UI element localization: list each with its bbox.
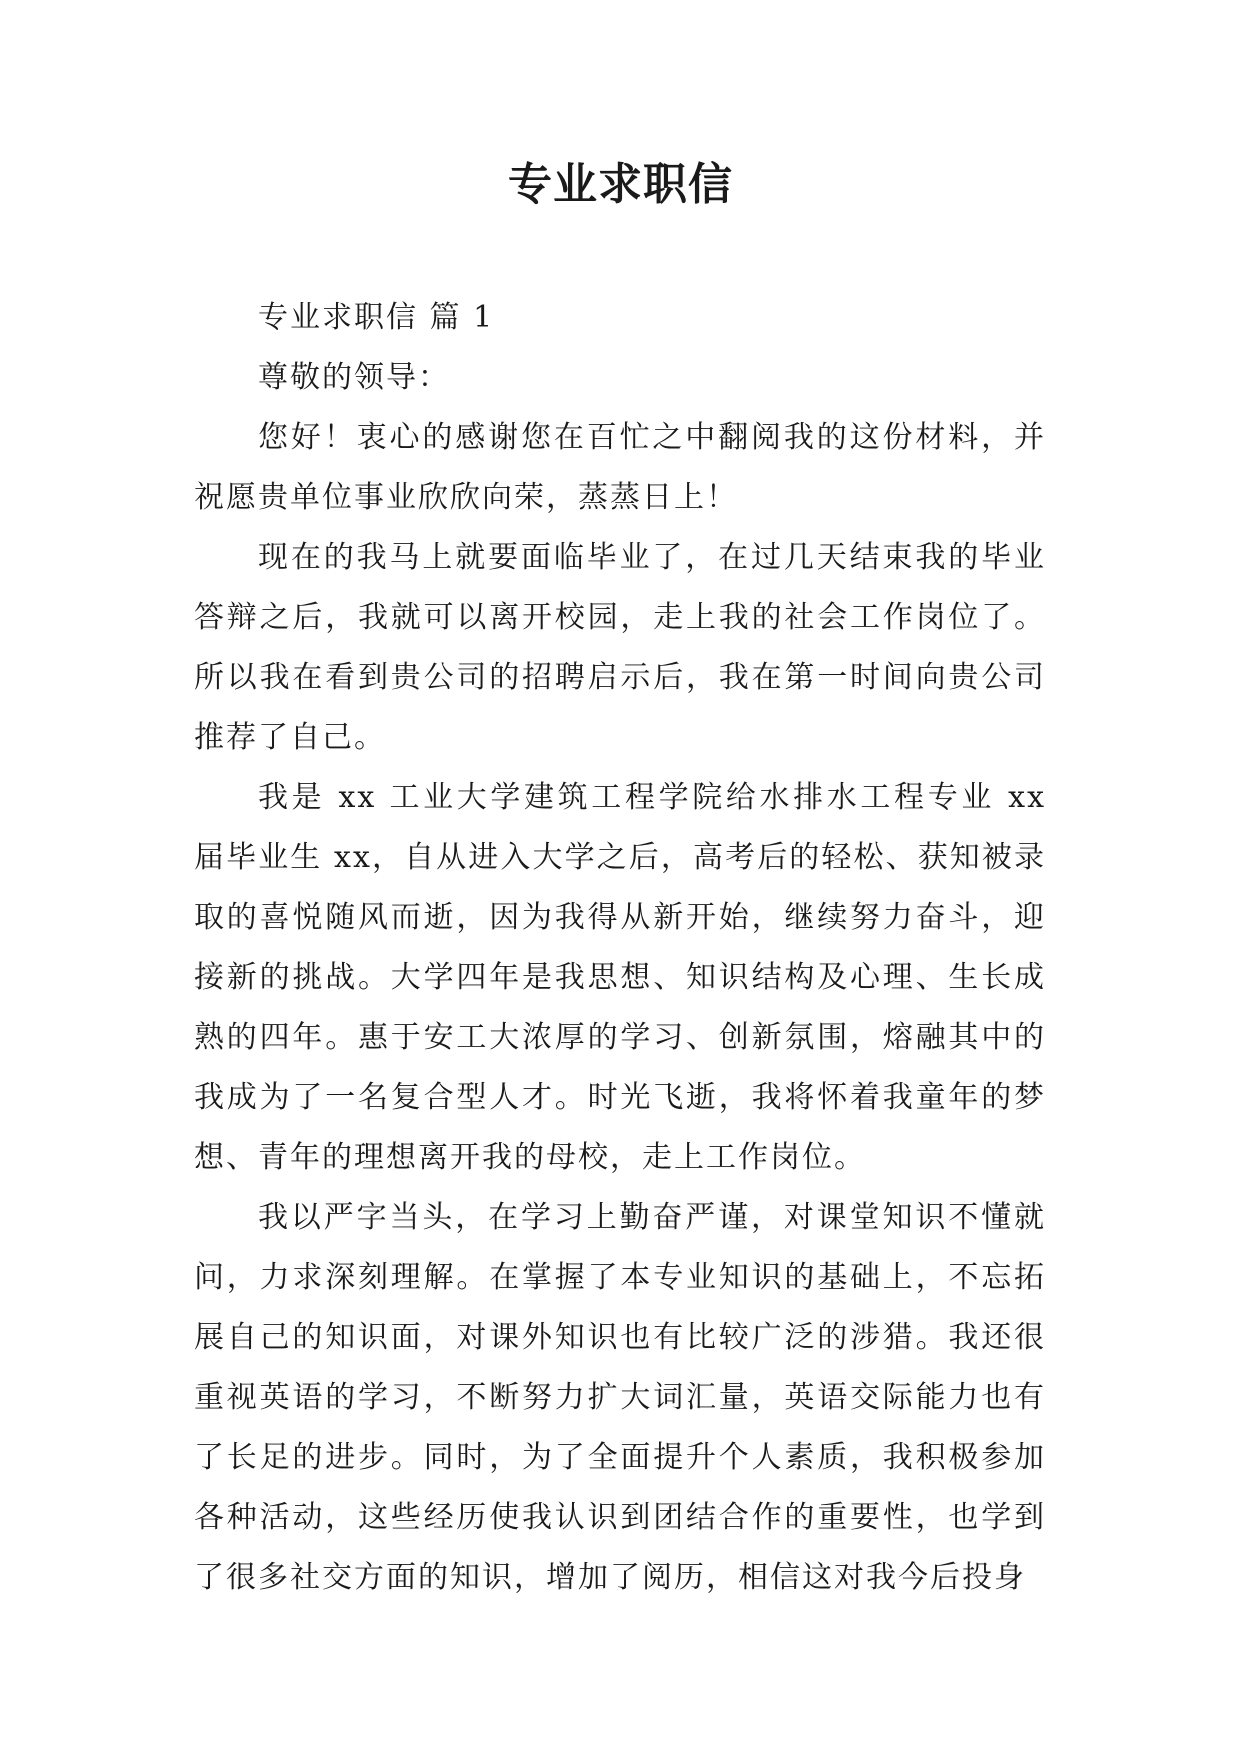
paragraph-study: 我以严字当头，在学习上勤奋严谨，对课堂知识不懂就问，力求深刻理解。在掌握了本专业知识的基础上，不忘拓展自己的知识面，对课外知识也有比较广泛的涉猎。我还很重视英语的学习，不断努力扩大词汇量，英语交际能力也有了长足的进步。同时，为了全面提升个人素质，我积极参加各种活动，这些经历使我认识到团结合作的重要性，也学到了很多社交方面的知识，增加了阅历，相信这对我今后投身 [194,1200,1046,1595]
document-title: 专业求职信 [508,159,733,210]
paragraph-introduction: 我是 xx 工业大学建筑工程学院给水排水工程专业 xx 届毕业生 xx，自从进入大学之后，高考后的轻松、获知被录取的喜悦随风而逝，因为我得从新开始，继续努力奋斗，迎接新的挑战。大学四年是我思想、知识结构及心理、生长成熟的四年。惠于安工大浓厚的学习、创新氛围，熔融其中的我成为了一名复合型人才。时光飞逝，我将怀着我童年的梦想、青年的理想离开我的母校，走上工作岗位。 [194,780,1046,1175]
salutation: 尊敬的领导： [258,360,450,395]
paragraph-greeting: 您好！衷心的感谢您在百忙之中翻阅我的这份材料，并祝愿贵单位事业欣欣向荣，蒸蒸日上！ [194,420,1046,515]
paragraph-graduation: 现在的我马上就要面临毕业了，在过几天结束我的毕业答辩之后，我就可以离开校园，走上我的社会工作岗位了。所以我在看到贵公司的招聘启示后，我在第一时间向贵公司推荐了自己。 [194,540,1046,755]
section-heading: 专业求职信 篇 1 [258,300,495,335]
document-body [194,288,1046,1608]
